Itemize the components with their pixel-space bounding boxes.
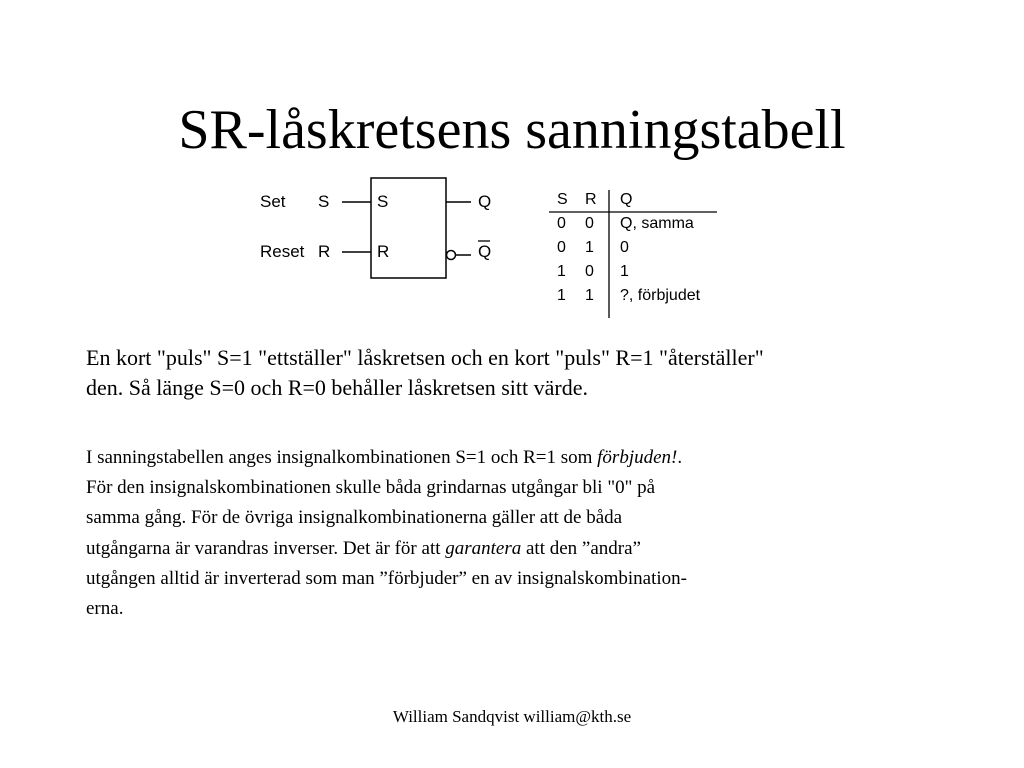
- cell-r: 0: [585, 263, 594, 280]
- cell-s: 0: [557, 239, 566, 256]
- intro-paragraph: [86, 343, 986, 403]
- guarantee-emphasis: garantera: [445, 537, 522, 559]
- explanation-line-5: utgången alltid är inverterad som man ”förbjuder” en av insignalskombination-: [86, 567, 687, 589]
- explanation-line-4: [86, 534, 946, 564]
- intro-line-1: En kort "puls" S=1 "ettställer" låskretsen och en kort "puls" R=1 "återställer": [86, 345, 764, 370]
- s-pin-label: S: [318, 192, 330, 211]
- footer-author: William Sandqvist william@kth.se: [392, 707, 632, 726]
- intro-line-2: den. Så länge S=0 och R=0 behåller låskretsen sitt värde.: [86, 375, 588, 400]
- explanation-line-6: erna.: [86, 598, 124, 620]
- cell-q: ?, förbjudet: [620, 287, 701, 304]
- explanation-line-2: För den insignalskombinationen skulle båda grindarnas utgångar bli "0" på: [86, 477, 656, 499]
- qbar-label: Q: [478, 242, 492, 261]
- set-label: Set: [260, 192, 286, 211]
- cell-q: 1: [620, 263, 629, 280]
- explanation-line-4-text: utgångarna är varandras inverser. Det är för att: [86, 537, 446, 559]
- cell-s: 0: [557, 215, 566, 232]
- cell-r: 1: [585, 287, 594, 304]
- inverter-bubble: [447, 251, 456, 260]
- forbidden-emphasis: förbjuden!: [597, 447, 678, 468]
- header-r: R: [585, 191, 597, 208]
- box-s-label: S: [377, 192, 389, 211]
- cell-r: 1: [585, 239, 594, 256]
- cell-q: Q, samma: [620, 215, 694, 232]
- cell-s: 1: [557, 287, 566, 304]
- explanation-line-4-end: att den ”andra”: [521, 537, 641, 559]
- explanation-paragraph: [86, 443, 946, 624]
- r-pin-label: R: [318, 242, 331, 261]
- explanation-line-3: samma gång. För de övriga insignalkombinationerna gäller att de båda: [86, 507, 623, 529]
- slide-title: SR-låskretsens sanningstabell: [178, 99, 846, 161]
- reset-label: Reset: [260, 242, 305, 261]
- explanation-line-1-end: .: [677, 447, 683, 468]
- cell-q: 0: [620, 239, 629, 256]
- cell-s: 1: [557, 263, 566, 280]
- sr-latch-diagram: [250, 175, 510, 285]
- q-label: Q: [478, 192, 492, 211]
- cell-r: 0: [585, 215, 594, 232]
- explanation-line-1: [86, 443, 946, 473]
- box-r-label: R: [377, 242, 390, 261]
- header-s: S: [557, 191, 568, 208]
- explanation-line-1-text: I sanningstabellen anges insignalkombinationen S=1 och R=1 som: [86, 447, 598, 468]
- header-q: Q: [620, 191, 633, 208]
